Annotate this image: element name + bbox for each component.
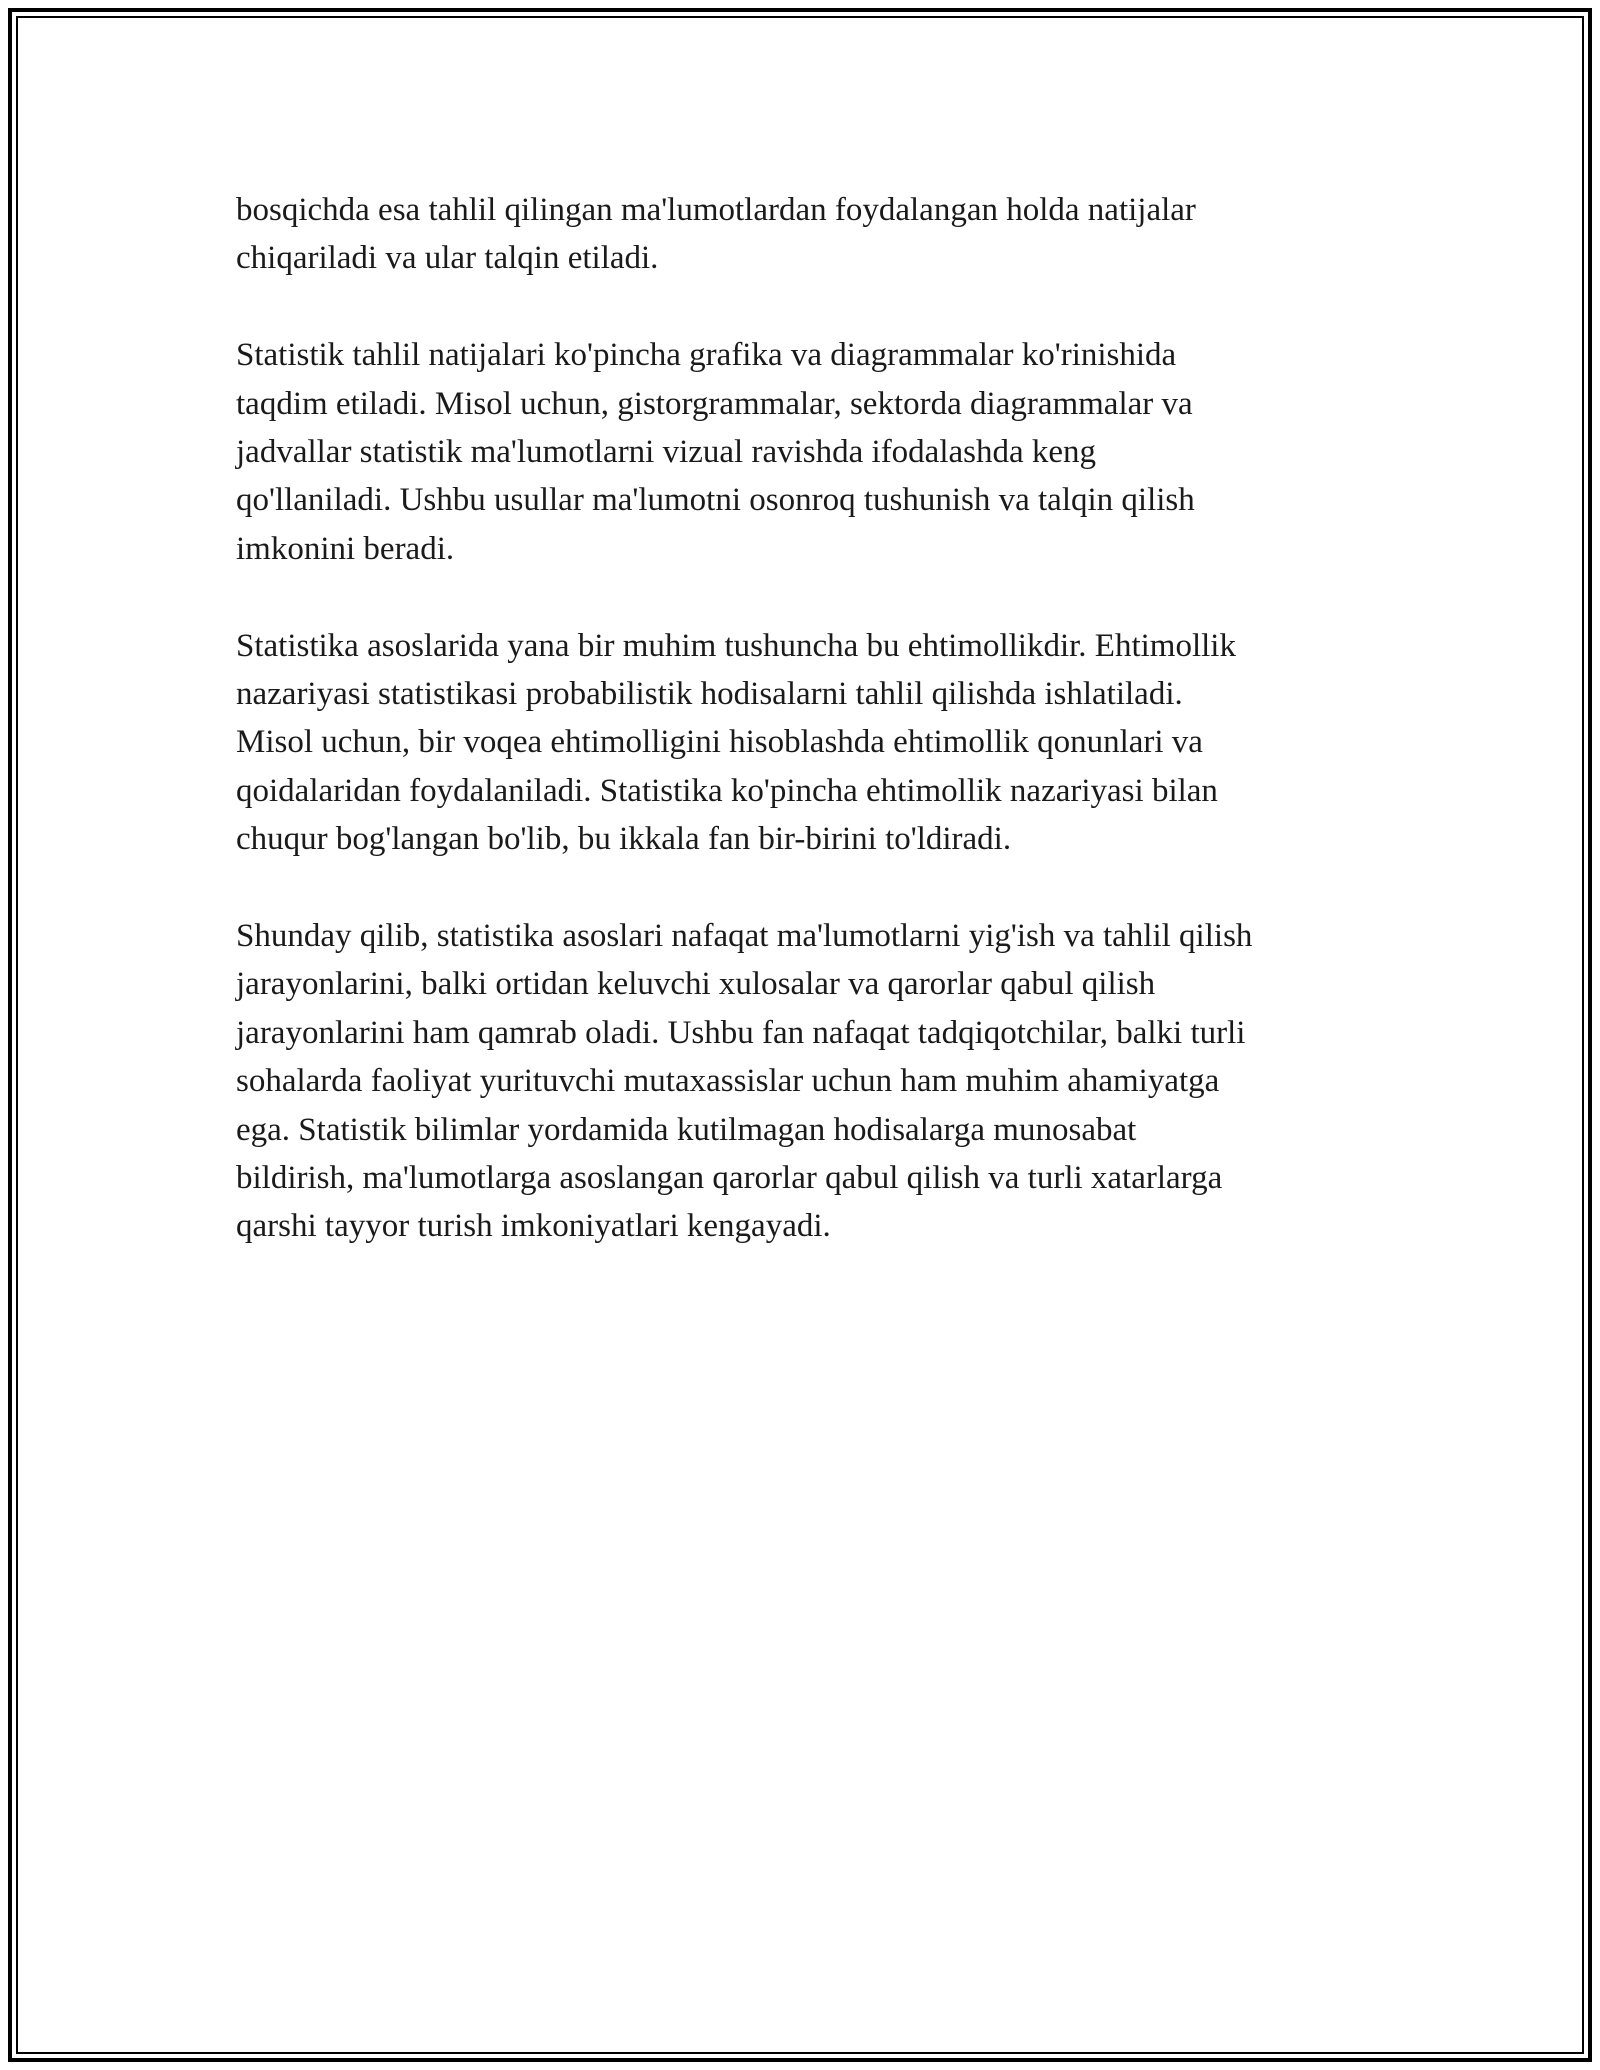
paragraph-line: Shunday qilib, statistika asoslari nafaqat ma'lumotlarni yig'ish va tahlil qilish: [236, 918, 1253, 955]
paragraph-line: ega. Statistik bilimlar yordamida kutilmagan hodisalarga munosabat: [236, 1111, 1137, 1148]
paragraph-line: nazariyasi statistikasi probabilistik hodisalarni tahlil qilishda ishlatiladi.: [236, 676, 1183, 713]
paragraph-4: [236, 912, 1396, 1251]
paragraph-2: [236, 331, 1396, 573]
paragraph-line: chuqur bog'langan bo'lib, bu ikkala fan bir-birini to'ldiradi.: [236, 821, 1012, 858]
paragraph-line: Statistik tahlil natijalari ko'pincha grafika va diagrammalar ko'rinishida: [236, 337, 1177, 374]
paragraph-line: Statistika asoslarida yana bir muhim tushuncha bu ehtimollikdir. Ehtimollik: [236, 627, 1236, 664]
paragraph-line: qoidalaridan foydalaniladi. Statistika ko'pincha ehtimollik nazariyasi bilan: [236, 772, 1218, 809]
paragraph-line: imkonini beradi.: [236, 530, 455, 567]
paragraph-line: jarayonlarini, balki ortidan keluvchi xulosalar va qarorlar qabul qilish: [236, 966, 1156, 1003]
paragraph-line: taqdim etiladi. Misol uchun, gistorgrammalar, sektorda diagrammalar va: [236, 385, 1193, 422]
paragraph-line: bosqichda esa tahlil qilingan ma'lumotlardan foydalangan holda natijalar: [236, 192, 1196, 228]
paragraph-line: qo'llaniladi. Ushbu usullar ma'lumotni osonroq tushunish va talqin qilish: [236, 482, 1195, 519]
paragraph-line: Misol uchun, bir voqea ehtimolligini hisoblashda ehtimollik qonunlari va: [236, 724, 1203, 761]
paragraph-line: jadvallar statistik ma'lumotlarni vizual ravishda ifodalashda keng: [236, 434, 1097, 471]
paragraph-1: [236, 186, 1396, 283]
document-body: [236, 186, 1396, 1299]
paragraph-line: bildirish, ma'lumotlarga asoslangan qarorlar qabul qilish va turli xatarlarga: [236, 1160, 1223, 1197]
paragraph-line: qarshi tayyor turish imkoniyatlari kengayadi.: [236, 1208, 831, 1245]
paragraph-3: [236, 622, 1396, 864]
paragraph-line: chiqariladi va ular talqin etiladi.: [236, 240, 659, 277]
paragraph-line: jarayonlarini ham qamrab oladi. Ushbu fan nafaqat tadqiqotchilar, balki turli: [236, 1014, 1246, 1051]
paragraph-line: sohalarda faoliyat yurituvchi mutaxassislar uchun ham muhim ahamiyatga: [236, 1063, 1220, 1100]
